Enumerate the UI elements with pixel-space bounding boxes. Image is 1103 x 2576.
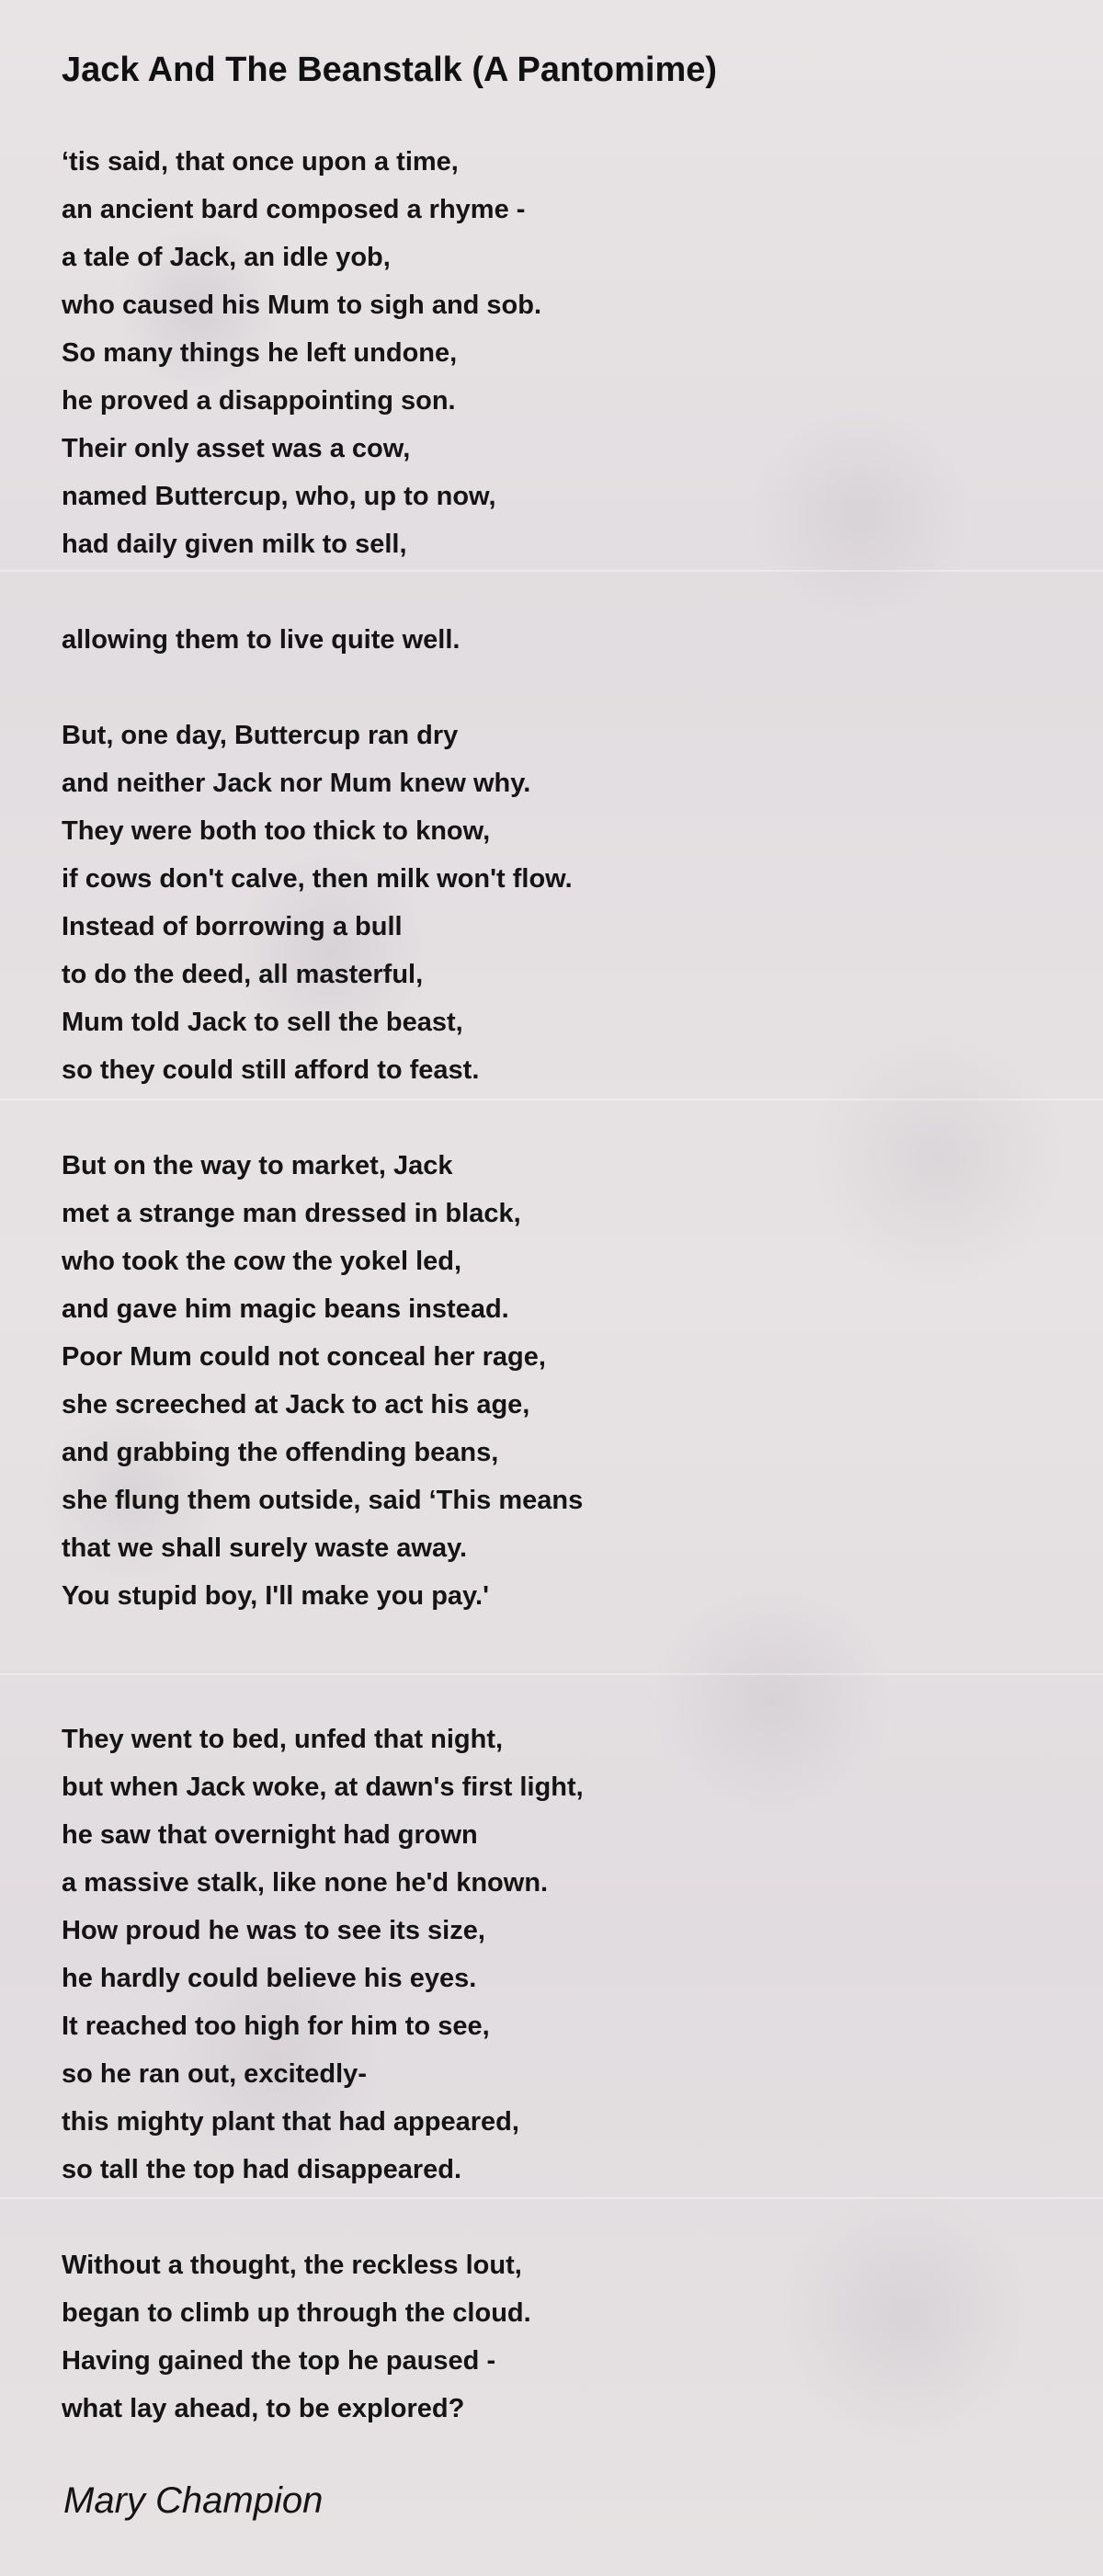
- stanza-gap: [62, 568, 1054, 616]
- poem-line: a massive stalk, like none he'd known.: [62, 1868, 549, 1898]
- poem-stanza: [62, 1142, 1054, 1620]
- poem-stanza: [62, 712, 1054, 1094]
- poem-line: How proud he was to see its size,: [62, 1916, 485, 1945]
- poem-author: Mary Champion: [63, 2480, 324, 2521]
- poem-line: a tale of Jack, an idle yob,: [62, 243, 391, 272]
- poem-line: who caused his Mum to sigh and sob.: [62, 291, 542, 320]
- poem-line: what lay ahead, to be explored?: [62, 2394, 465, 2423]
- poem-line: to do the deed, all masterful,: [62, 960, 424, 989]
- poem-line: if cows don't calve, then milk won't flow.: [62, 864, 573, 894]
- poem-line: But on the way to market, Jack: [62, 1151, 453, 1180]
- stanza-gap: [62, 2194, 1054, 2241]
- poem-line: began to climb up through the cloud.: [62, 2298, 531, 2328]
- poem-line: but when Jack woke, at dawn's first light,: [62, 1772, 584, 1802]
- poem-stanza: [62, 1715, 1054, 2194]
- poem-line: he proved a disappointing son.: [62, 386, 456, 416]
- poem-line: ‘tis said, that once upon a time,: [62, 147, 459, 177]
- poem-line: Having gained the top he paused -: [62, 2346, 496, 2376]
- poem-line: and grabbing the offending beans,: [62, 1438, 499, 1467]
- poem-line: allowing them to live quite well.: [62, 625, 461, 655]
- poem-line: You stupid boy, I'll make you pay.': [62, 1581, 489, 1611]
- poem-line: an ancient bard composed a rhyme -: [62, 195, 526, 224]
- poem-line: Mum told Jack to sell the beast,: [62, 1008, 463, 1037]
- poem-line: It reached too high for him to see,: [62, 2012, 490, 2041]
- poem-line: They went to bed, unfed that night,: [62, 1725, 504, 1754]
- stanza-gap: [62, 1668, 1054, 1715]
- poem-line: and gave him magic beans instead.: [62, 1294, 509, 1324]
- poem-line: he saw that overnight had grown: [62, 1820, 478, 1850]
- stanza-gap: [62, 1094, 1054, 1142]
- poem-line: this mighty plant that had appeared,: [62, 2107, 519, 2137]
- poem-title: Jack And The Beanstalk (A Pantomime): [62, 51, 718, 89]
- poem-line: so tall the top had disappeared.: [62, 2155, 462, 2184]
- poem-line: she flung them outside, said ‘This means: [62, 1486, 584, 1515]
- poem-line: so he ran out, excitedly-: [62, 2059, 367, 2089]
- poem-line: But, one day, Buttercup ran dry: [62, 721, 459, 750]
- poem-stanza: [62, 138, 1054, 568]
- poem-line: and neither Jack nor Mum knew why.: [62, 769, 531, 798]
- poem-line: who took the cow the yokel led,: [62, 1247, 462, 1276]
- poem-line: So many things he left undone,: [62, 338, 458, 368]
- poem-line: met a strange man dressed in black,: [62, 1199, 521, 1228]
- poem-line: Their only asset was a cow,: [62, 434, 411, 463]
- poem-line: Without a thought, the reckless lout,: [62, 2251, 522, 2280]
- poem-line: had daily given milk to sell,: [62, 530, 407, 559]
- poem-line: she screeched at Jack to act his age,: [62, 1390, 530, 1419]
- poem-line: Poor Mum could not conceal her rage,: [62, 1342, 546, 1372]
- poem-body: [62, 138, 1054, 2433]
- poem-line: They were both too thick to know,: [62, 816, 491, 846]
- poem-line: so they could still afford to feast.: [62, 1055, 480, 1085]
- stanza-gap: [62, 664, 1054, 712]
- poem-line: named Buttercup, who, up to now,: [62, 482, 496, 511]
- stanza-gap: [62, 1620, 1054, 1668]
- poem-line: Instead of borrowing a bull: [62, 912, 403, 941]
- poem-line: he hardly could believe his eyes.: [62, 1964, 477, 1993]
- poem-stanza: [62, 2241, 1054, 2433]
- poem-stanza: [62, 616, 1054, 664]
- poem-line: that we shall surely waste away.: [62, 1533, 468, 1563]
